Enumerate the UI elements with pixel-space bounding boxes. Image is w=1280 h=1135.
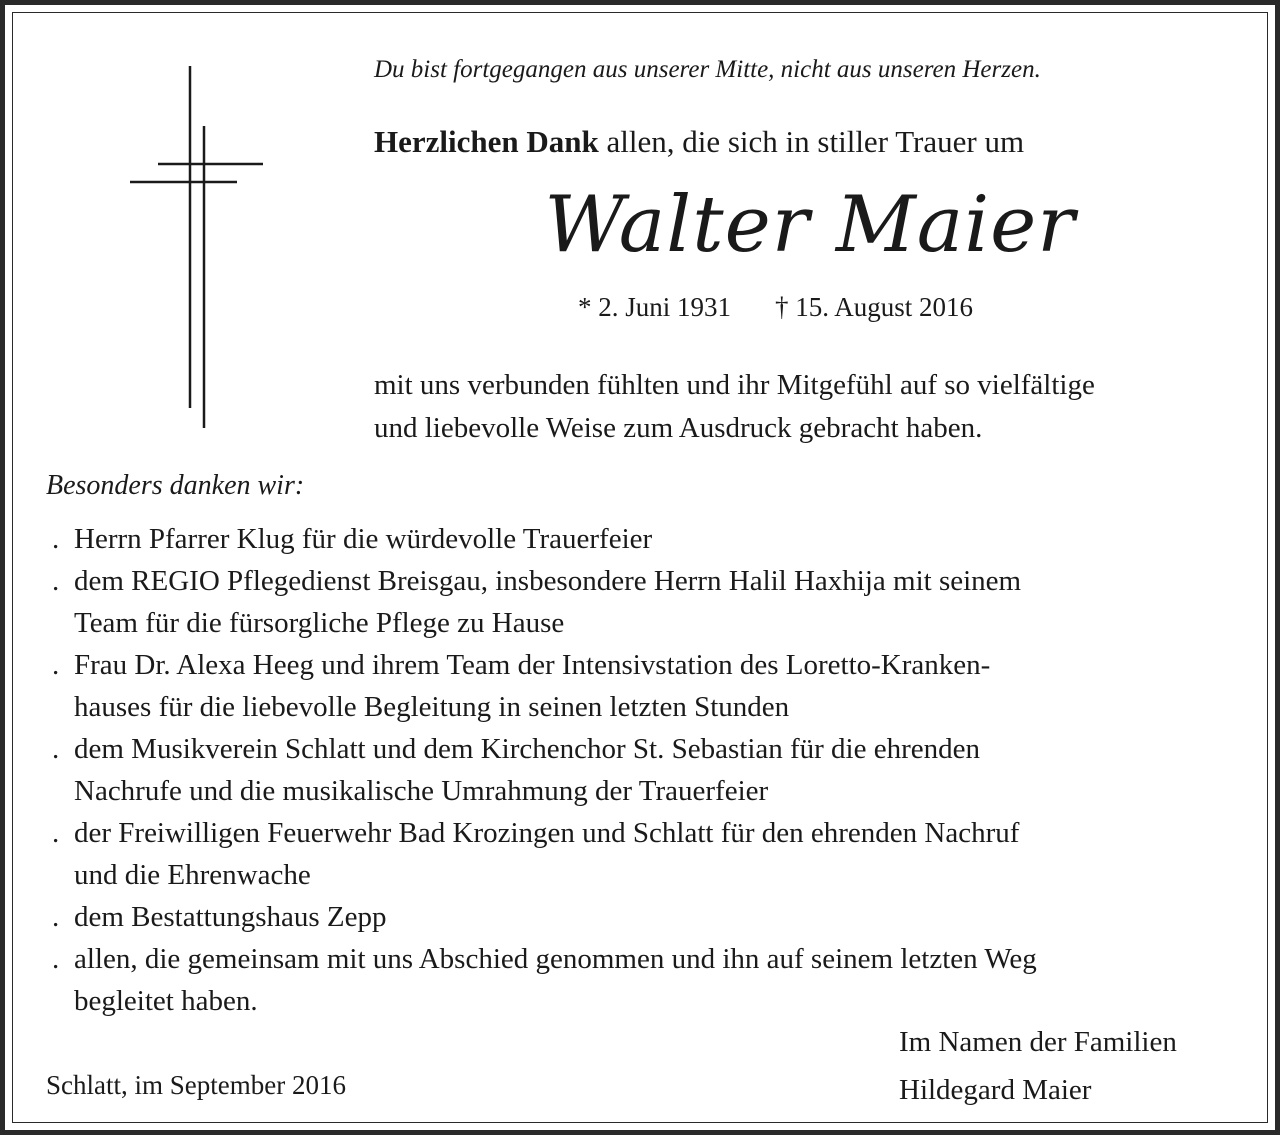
- list-item: [46, 518, 1256, 560]
- list-item-line: Herrn Pfarrer Klug für die würdevolle Trauerfeier: [74, 523, 653, 555]
- list-item: [46, 560, 1256, 644]
- deceased-name: Walter Maier: [544, 180, 1076, 270]
- list-item-line: dem Bestattungshaus Zepp: [74, 901, 387, 933]
- list-item-line: der Freiwilligen Feuerwehr Bad Krozingen und Schlatt für den ehrenden Nachruf: [74, 817, 1020, 849]
- list-bullet: .: [52, 733, 60, 765]
- intro-line: und liebevolle Weise zum Ausdruck gebracht haben.: [374, 412, 983, 444]
- list-bullet: .: [52, 901, 60, 933]
- intro-line: mit uns verbunden fühlten und ihr Mitgefühl auf so vielfältige: [374, 369, 1095, 401]
- list-item: [46, 896, 1256, 938]
- list-item: [46, 644, 1256, 728]
- list-item-line: hauses für die liebevolle Begleitung in seinen letzten Stunden: [74, 691, 790, 723]
- list-item-line: dem REGIO Pflegedienst Breisgau, insbesondere Herrn Halil Haxhija mit seinem: [74, 565, 1022, 597]
- thanks-bold: Herzlichen Dank: [374, 124, 599, 159]
- list-bullet: .: [52, 565, 60, 597]
- signature-line-2: Hildegard Maier: [899, 1074, 1092, 1106]
- intro-text: [374, 364, 1095, 450]
- thanks-intro: [374, 124, 1024, 160]
- list-item-line: begleitet haben.: [74, 985, 258, 1017]
- list-item-line: allen, die gemeinsam mit uns Abschied genommen und ihn auf seinem letzten Weg: [74, 943, 1037, 975]
- death-date: † 15. August 2016: [775, 292, 974, 322]
- motto: Du bist fortgegangen aus unserer Mitte, nicht aus unseren Herzen.: [374, 56, 1041, 83]
- list-bullet: .: [52, 817, 60, 849]
- place-date: Schlatt, im September 2016: [46, 1070, 346, 1100]
- besonders-heading: Besonders danken wir:: [46, 470, 305, 501]
- list-item-line: Nachrufe und die musikalische Umrahmung der Trauerfeier: [74, 775, 769, 807]
- cross-icon: [120, 60, 280, 440]
- list-item-line: Frau Dr. Alexa Heeg und ihrem Team der Intensivstation des Loretto-Kranken-: [74, 649, 991, 681]
- list-bullet: .: [52, 523, 60, 555]
- list-bullet: .: [52, 943, 60, 975]
- signature: [899, 1018, 1177, 1114]
- list-item-line: Team für die fürsorgliche Pflege zu Hause: [74, 607, 565, 639]
- thanks-list: [46, 518, 1256, 1022]
- life-dates: [578, 292, 973, 323]
- list-item: [46, 938, 1256, 1022]
- signature-line-1: Im Namen der Familien: [899, 1026, 1177, 1058]
- birth-date: * 2. Juni 1931: [578, 292, 732, 322]
- thanks-rest: allen, die sich in stiller Trauer um: [598, 124, 1025, 159]
- list-item-line: dem Musikverein Schlatt und dem Kirchenchor St. Sebastian für die ehrenden: [74, 733, 981, 765]
- list-item: [46, 812, 1256, 896]
- list-item: [46, 728, 1256, 812]
- list-item-line: und die Ehrenwache: [74, 859, 311, 891]
- list-bullet: .: [52, 649, 60, 681]
